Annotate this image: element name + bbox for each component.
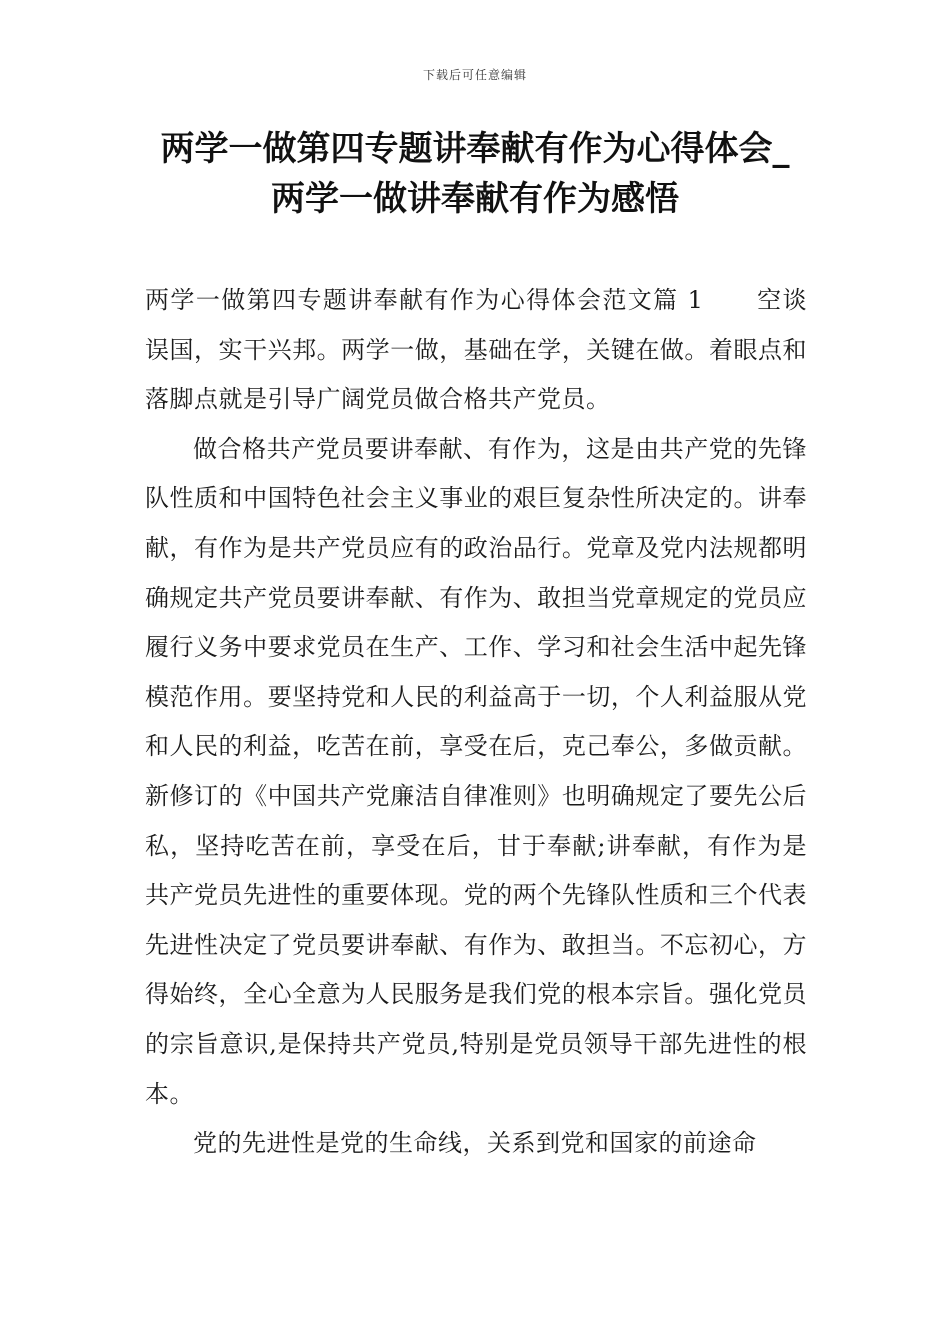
paragraph-1 (145, 276, 807, 425)
document-title (120, 124, 830, 224)
document-body (145, 276, 807, 1169)
paragraph-1-text: 空谈误国，实干兴邦。两学一做，基础在学，关键在做。着眼点和落脚点就是引导广阔党员做合格共产党员。 (145, 286, 808, 414)
header-note: 下载后可任意编辑 (422, 68, 527, 82)
paragraph-2: 做合格共产党员要讲奉献、有作为，这是由共产党的先锋队性质和中国特色社会主义事业的艰巨复杂性所决定的。讲奉献，有作为是共产党员应有的政治品行。党章及党内法规都明确规定共产党员要讲奉献、有作为、敢担当党章规定的党员应履行义务中要求党员在生产、工作、学习和社会生活中起先锋模范作用。要坚持党和人民的利益高于一切，个人利益服从党和人民的利益，吃苦在前，享受在后，克己奉公，多做贡献。新修订的《中国共产党廉洁自律准则》也明确规定了要先公后私，坚持吃苦在前，享受在后，甘于奉献;讲奉献，有作为是共产党员先进性的重要体现。党的两个先锋队性质和三个代表先进性决定了党员要讲奉献、有作为、敢担当。不忘初心，方得始终，全心全意为人民服务是我们党的根本宗旨。强化党员的宗旨意识,是保持共产党员,特别是党员领导干部先进性的根本。 (145, 434, 807, 1108)
paragraph-3: 党的先进性是党的生命线，关系到党和国家的前途命 (193, 1129, 757, 1158)
paragraph-1-heading: 两学一做第四专题讲奉献有作为心得体会范文篇 1 (145, 286, 704, 314)
title-line-1: 两学一做第四专题讲奉献有作为心得体会_ (160, 129, 790, 169)
title-line-2: 两学一做讲奉献有作为感悟 (271, 179, 679, 219)
